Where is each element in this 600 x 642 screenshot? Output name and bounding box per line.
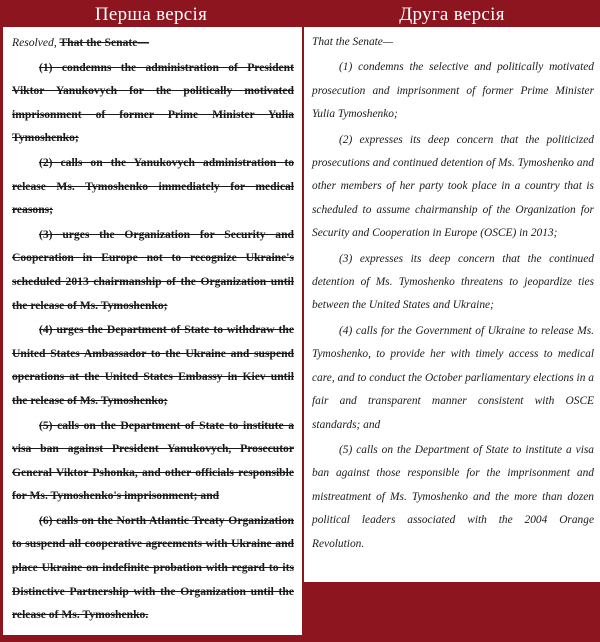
left-paragraph-5: (5) calls on the Department of State to institute a visa ban against President Yanukovych, Prosecutor General Viktor Pshonka, and other officials responsible for Ms. Tymoshenko's imprisonment; and — [12, 418, 294, 503]
second-version-header: Друга версія — [399, 4, 505, 25]
first-version-header: Перша версія — [94, 4, 208, 25]
left-paragraph-3: (3) urges the Organization for Security and Cooperation in Europe not to recognize Ukraine's scheduled 2013 chairmanship of the Organization until the release of Ms. Tymoshenko; — [12, 227, 294, 312]
resolved-label: Resolved, — [12, 36, 57, 49]
right-paragraph-2: (2) expresses its deep concern that the politicized prosecutions and continued detention of Ms. Tymoshenko and other members of her party took place in a country that is scheduled to assume chairmanship of the Organization for Security and Cooperation in Europe (OSCE) in 2013; — [312, 133, 594, 240]
second-version-document — [304, 27, 600, 582]
resolved-line — [12, 31, 294, 55]
left-paragraph-2: (2) calls on the Yanukovych administration to release Ms. Tymoshenko immediately for medical reasons; — [12, 155, 294, 217]
right-paragraph-1: (1) condemns the selective and politically motivated prosecution and imprisonment of former Prime Minister Yulia Tymoshenko; — [312, 61, 594, 121]
right-paragraph-3: (3) expresses its deep concern that the continued detention of Ms. Tymoshenko threatens to jeopardize ties between the United States and Ukraine; — [312, 252, 594, 312]
senate-intro-right: That the Senate— — [312, 36, 393, 48]
right-paragraph-4: (4) calls for the Government of Ukraine to release Ms. Tymoshenko, to provide her with timely access to medical care, and to conduct the October parliamentary elections in a fair and transparent manner consistent with OSCE standards; and — [312, 324, 594, 431]
left-paragraph-6: (6) calls on the North Atlantic Treaty Organization to suspend all cooperative agreements with Ukraine and place Ukraine on indefinite probation with regard to its Distinctive Partnership with the Organization until the release of Ms. Tymoshenko. — [12, 513, 294, 622]
right-paragraph-5: (5) calls on the Department of State to institute a visa ban against those responsible for the imprisonment and mistreatment of Ms. Tymoshenko and the more than dozen political leaders associated with the 2004 Orange Revolution. — [312, 443, 594, 550]
left-paragraph-4: (4) urges the Department of State to withdraw the United States Ambassador to the Ukraine and suspend operations at the United States Embassy in Kiev until the release of Ms. Tymoshenko; — [12, 323, 294, 407]
first-version-document — [3, 27, 302, 635]
senate-intro: That the Senate— — [59, 36, 149, 49]
left-paragraph-1: (1) condemns the administration of President Viktor Yanukovych for the politically motivated imprisonment of former Prime Minister Yulia Tymoshenko; — [12, 60, 294, 145]
